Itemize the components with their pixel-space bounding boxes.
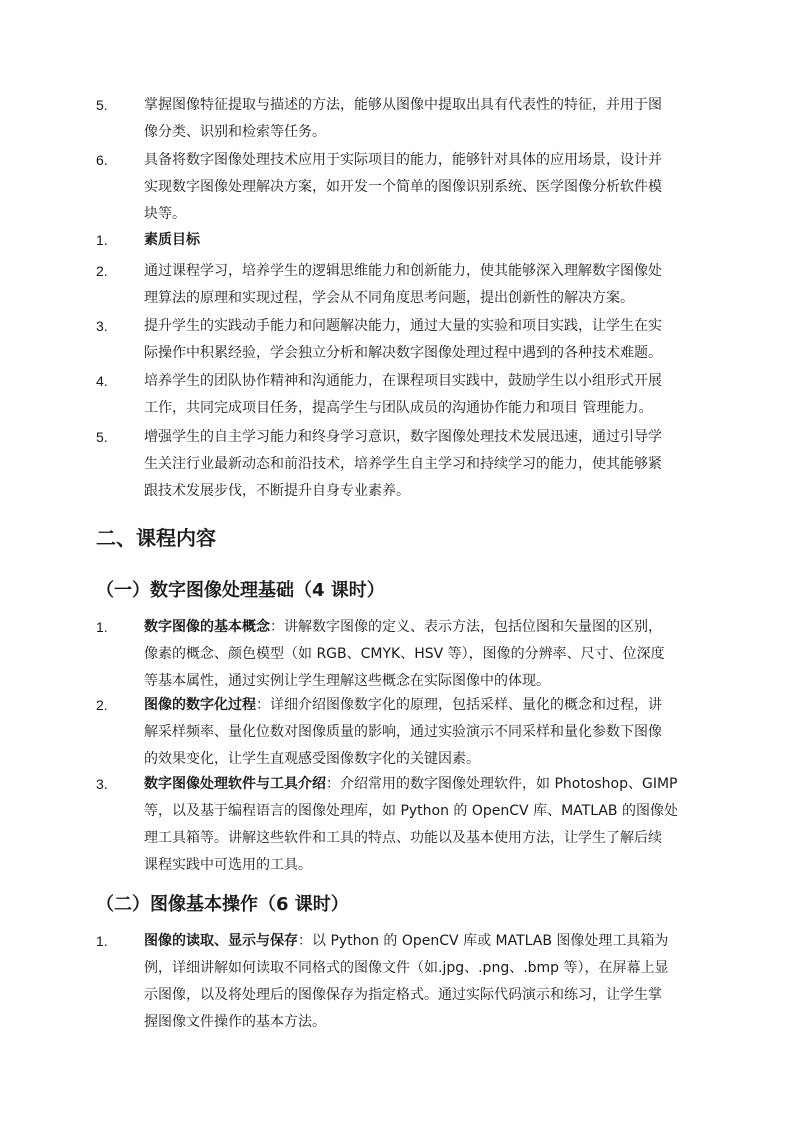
list-number: 1. bbox=[96, 933, 108, 949]
list-text: 增强学生的自主学习能力和终身学习意识，数字图像处理技术发展迅速，通过引导学 生关注行业最新动态和前沿技术，培养学生自主学习和持续学习的能力，使其能够紧 跟技术发展步伐，不断提升自身专业素养。 bbox=[144, 429, 662, 499]
list-number: 2. bbox=[96, 263, 108, 279]
subsection-title: （一）数字图像处理基础（4 课时） bbox=[96, 580, 385, 601]
list-text: 提升学生的实践动手能力和问题解决能力，通过大量的实验和项目实践，让学生在实 际操作中积累经验，学会独立分析和解决数字图像处理过程中遇到的各种技术难题。 bbox=[144, 318, 662, 361]
list-number: 6. bbox=[96, 152, 108, 168]
list-number: 5. bbox=[96, 429, 108, 445]
list-number: 1. bbox=[96, 619, 108, 635]
list-text: 数字图像的基本概念：讲解数字图像的定义、表示方法，包括位图和矢量图的区别， 像素的概念、颜色模型（如 RGB、CMYK、HSV 等），图像的分辨率、尺寸、位深度 等基本属性，通过实例让学生理解这些概念在实际图像中的体现。 bbox=[144, 619, 665, 689]
list-number: 5. bbox=[96, 97, 108, 113]
list-number: 2. bbox=[96, 697, 108, 713]
list-number: 3. bbox=[96, 776, 108, 792]
list-text: 图像的数字化过程：详细介绍图像数字化的原理，包括采样、量化的概念和过程，讲 解采样频率、量化位数对图像质量的影响，通过实验演示不同采样和量化参数下图像 的效果变化，让学生直观感受图像数字化的关键因素。 bbox=[144, 697, 662, 767]
section-title: 二、课程内容 bbox=[96, 526, 216, 550]
term: 数字图像的基本概念 bbox=[144, 619, 270, 635]
list-text: 具备将数字图像处理技术应用于实际项目的能力，能够针对具体的应用场景，设计并 实现数字图像处理解决方案，如开发一个简单的图像识别系统、医学图像分析软件模 块等。 bbox=[144, 152, 662, 222]
list-number: 3. bbox=[96, 318, 108, 334]
term: 图像的数字化过程 bbox=[144, 697, 256, 713]
list-text: 掌握图像特征提取与描述的方法，能够从图像中提取出具有代表性的特征，并用于图 像分类、识别和检索等任务。 bbox=[144, 97, 662, 140]
list-text: 图像的读取、显示与保存：以 Python 的 OpenCV 库或 MATLAB 图像处理工具箱为 例，详细讲解如何读取不同格式的图像文件（如.jpg、.png、.bmp 等），在屏幕上显 示图像，以及将处理后的图像保存为指定格式。通过实际代码演示和练习，让学生掌 握图像文件操作的基本方法。 bbox=[144, 933, 669, 1030]
list-number: 1. bbox=[96, 232, 108, 248]
subheading-quality-goals: 素质目标 bbox=[144, 232, 200, 248]
list-text: 通过课程学习，培养学生的逻辑思维能力和创新能力，使其能够深入理解数字图像处 理算法的原理和实现过程，学会从不同角度思考问题，提出创新性的解决方案。 bbox=[144, 263, 662, 306]
term: 图像的读取、显示与保存 bbox=[144, 933, 298, 949]
subsection-title: （二）图像基本操作（6 课时） bbox=[96, 894, 349, 915]
list-text: 数字图像处理软件与工具介绍：介绍常用的数字图像处理软件，如 Photoshop、GIMP 等，以及基于编程语言的图像处理库，如 Python 的 OpenCV 库、MATLAB 的图像处 理工具箱等。讲解这些软件和工具的特点、功能以及基本使用方法，让学生了解后续 课程实践中可选用的工具。 bbox=[144, 776, 678, 873]
list-number: 4. bbox=[96, 373, 108, 389]
list-text: 培养学生的团队协作精神和沟通能力，在课程项目实践中，鼓励学生以小组形式开展 工作，共同完成项目任务，提高学生与团队成员的沟通协作能力和项目 管理能力。 bbox=[144, 373, 662, 416]
term: 数字图像处理软件与工具介绍 bbox=[144, 776, 326, 792]
